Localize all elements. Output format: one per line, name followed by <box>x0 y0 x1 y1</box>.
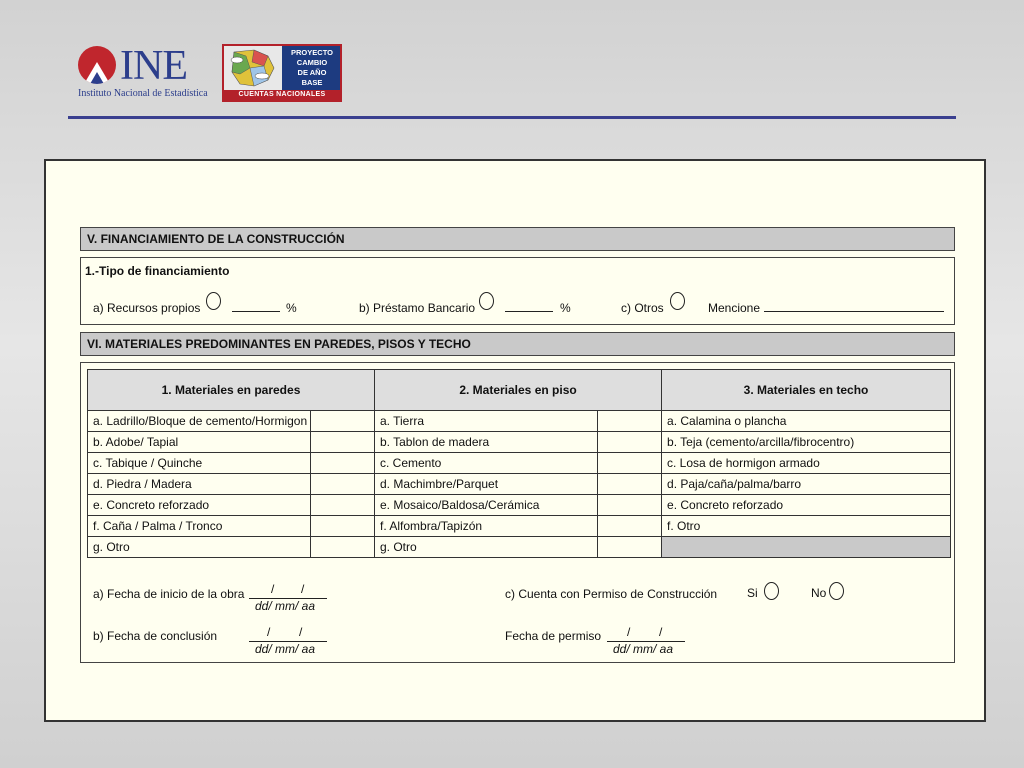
date-format-hint: dd/ mm/ aa <box>613 642 674 656</box>
floor-option: c. Cemento <box>375 453 598 474</box>
wall-answer-cell[interactable] <box>311 411 375 432</box>
floor-option: a. Tierra <box>375 411 598 432</box>
bolivia-map-icon <box>224 46 282 92</box>
table-header-row <box>88 370 951 411</box>
floor-answer-cell[interactable] <box>598 474 662 495</box>
table-row <box>88 495 951 516</box>
own-resources-percent-field[interactable] <box>232 311 280 312</box>
section-5-header: V. FINANCIAMIENTO DE LA CONSTRUCCIÓN <box>80 227 955 251</box>
permit-date-field[interactable]: / / dd/ mm/ aa <box>607 627 685 657</box>
floor-option: d. Machimbre/Parquet <box>375 474 598 495</box>
floor-option: b. Tablon de madera <box>375 432 598 453</box>
wall-answer-cell[interactable] <box>311 495 375 516</box>
percent-sign: % <box>560 301 571 315</box>
others-radio[interactable] <box>670 292 685 310</box>
roof-option[interactable]: d. Paja/caña/palma/barro <box>662 474 951 495</box>
floor-answer-cell[interactable] <box>598 516 662 537</box>
table-row <box>88 474 951 495</box>
percent-sign: % <box>286 301 297 315</box>
wall-option: d. Piedra / Madera <box>88 474 311 495</box>
permit-no-label: No <box>811 586 827 600</box>
permit-yes-label: Si <box>747 586 758 600</box>
permit-question-label: c) Cuenta con Permiso de Construcción <box>505 587 718 601</box>
wall-option: g. Otro <box>88 537 311 558</box>
ine-emblem-icon <box>78 46 116 84</box>
table-row <box>88 516 951 537</box>
roof-option[interactable]: f. Otro <box>662 516 951 537</box>
wall-answer-cell[interactable] <box>311 516 375 537</box>
permit-no-radio[interactable] <box>829 582 844 600</box>
wall-answer-cell[interactable] <box>311 432 375 453</box>
ine-logo-text: INE <box>120 43 187 89</box>
permit-date-label: Fecha de permiso <box>505 629 602 643</box>
floor-answer-cell[interactable] <box>598 537 662 558</box>
project-logo-bottom: CUENTAS NACIONALES <box>224 90 340 100</box>
floor-option: g. Otro <box>375 537 598 558</box>
project-logo-title: PROYECTO CAMBIO DE AÑO BASE <box>291 48 333 87</box>
date-format-hint: dd/ mm/ aa <box>255 599 316 613</box>
floor-answer-cell[interactable] <box>598 453 662 474</box>
roof-empty-cell <box>662 537 951 558</box>
floor-answer-cell[interactable] <box>598 411 662 432</box>
mention-field[interactable] <box>764 311 944 312</box>
materials-table <box>87 369 951 558</box>
ine-logo-subtitle: Instituto Nacional de Estadística <box>78 88 208 99</box>
start-date-label: a) Fecha de inicio de la obra <box>93 587 245 601</box>
floor-answer-cell[interactable] <box>598 495 662 516</box>
roofs-column-header: 3. Materiales en techo <box>662 370 951 411</box>
bank-loan-percent-field[interactable] <box>505 311 553 312</box>
floor-option: e. Mosaico/Baldosa/Cerámica <box>375 495 598 516</box>
bank-loan-label: b) Préstamo Bancario <box>359 301 476 315</box>
permit-yes-radio[interactable] <box>764 582 779 600</box>
mention-label: Mencione <box>708 301 761 315</box>
ine-logo <box>76 44 206 102</box>
others-label: c) Otros <box>621 301 664 315</box>
own-resources-label: a) Recursos propios <box>93 301 201 315</box>
date-format-hint: dd/ mm/ aa <box>255 642 316 656</box>
floor-option: f. Alfombra/Tapizón <box>375 516 598 537</box>
wall-option: f. Caña / Palma / Tronco <box>88 516 311 537</box>
walls-column-header: 1. Materiales en paredes <box>88 370 375 411</box>
table-row <box>88 453 951 474</box>
end-date-label: b) Fecha de conclusión <box>93 629 218 643</box>
table-row <box>88 432 951 453</box>
project-logo <box>222 44 342 102</box>
table-row <box>88 411 951 432</box>
wall-option: c. Tabique / Quinche <box>88 453 311 474</box>
bank-loan-radio[interactable] <box>479 292 494 310</box>
section-6-header: VI. MATERIALES PREDOMINANTES EN PAREDES, PISOS Y TECHO <box>80 332 955 356</box>
roof-option[interactable]: c. Losa de hormigon armado <box>662 453 951 474</box>
financing-type-question: 1.-Tipo de financiamiento <box>85 264 230 278</box>
wall-answer-cell[interactable] <box>311 474 375 495</box>
start-date-field[interactable]: / / dd/ mm/ aa <box>249 584 327 614</box>
wall-option: a. Ladrillo/Bloque de cemento/Hormigon <box>88 411 311 432</box>
wall-option: e. Concreto reforzado <box>88 495 311 516</box>
wall-answer-cell[interactable] <box>311 537 375 558</box>
wall-option: b. Adobe/ Tapial <box>88 432 311 453</box>
wall-answer-cell[interactable] <box>311 453 375 474</box>
roof-option[interactable]: e. Concreto reforzado <box>662 495 951 516</box>
end-date-field[interactable]: / / dd/ mm/ aa <box>249 627 327 657</box>
floor-answer-cell[interactable] <box>598 432 662 453</box>
roof-option[interactable]: b. Teja (cemento/arcilla/fibrocentro) <box>662 432 951 453</box>
roof-option[interactable]: a. Calamina o plancha <box>662 411 951 432</box>
floors-column-header: 2. Materiales en piso <box>375 370 662 411</box>
table-row <box>88 537 951 558</box>
header-divider <box>68 116 956 119</box>
own-resources-radio[interactable] <box>206 292 221 310</box>
